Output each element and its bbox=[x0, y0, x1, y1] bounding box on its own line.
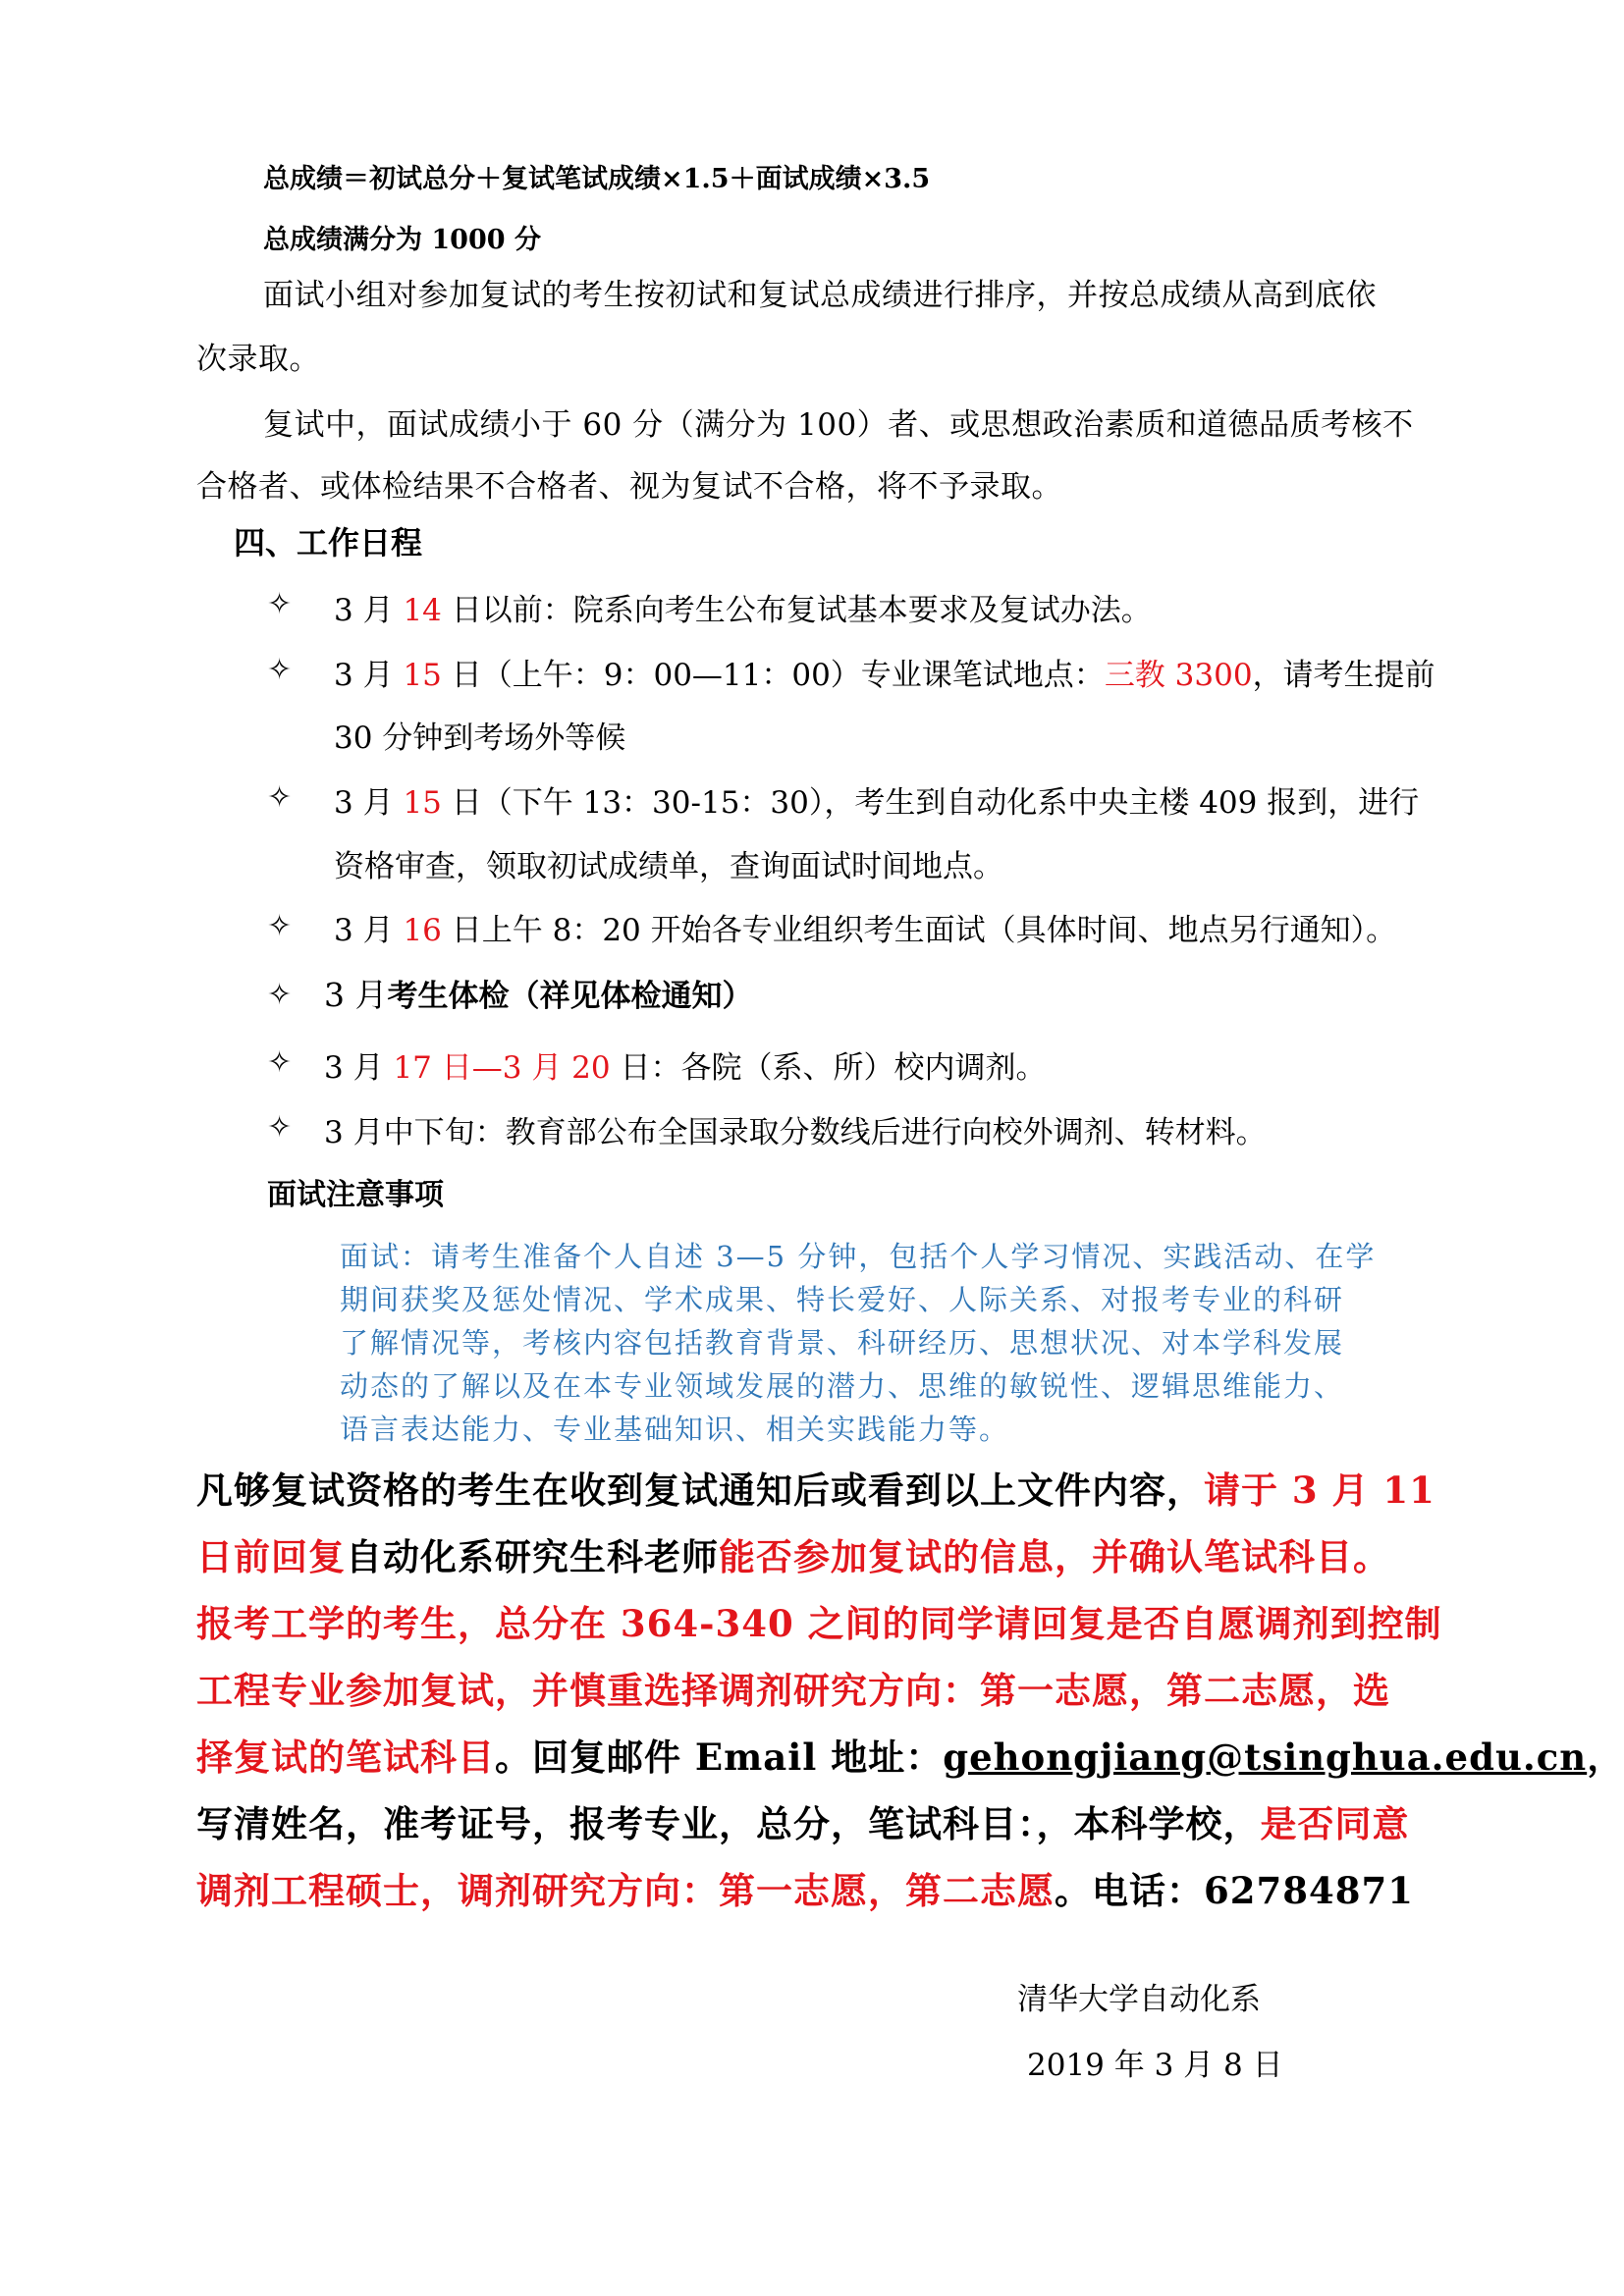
total-score-max: 总成绩满分为 1000 分 bbox=[263, 225, 541, 255]
diamond-bullet-icon: ✧ bbox=[267, 653, 293, 687]
interview-notes-title: 面试注意事项 bbox=[267, 1178, 444, 1212]
email-link[interactable]: gehongjiang@tsinghua.edu.cn bbox=[943, 1735, 1588, 1779]
reply-line: 凡够复试资格的考生在收到复试通知后或看到以上文件内容，请于 3 月 11 bbox=[196, 1468, 1435, 1512]
reply-line: 择复试的笔试科目。回复邮件 Email 地址：gehongjiang@tsinghua.edu.cn， bbox=[196, 1735, 1624, 1779]
reply-line: 调剂工程硕士，调剂研究方向：第一志愿，第二志愿。电话：62784871 bbox=[196, 1869, 1414, 1912]
diamond-bullet-icon: ✧ bbox=[267, 1110, 293, 1145]
diamond-bullet-icon: ✧ bbox=[267, 780, 293, 815]
schedule-item: 3 月 15 日（下午 13：30-15：30），考生到自动化系中央主楼 409 报到，进行 bbox=[334, 785, 1420, 821]
schedule-item: 3 月 15 日（上午：9：00—11：00）专业课笔试地点：三教 3300，请考生提前 bbox=[334, 658, 1435, 693]
interview-note-line: 动态的了解以及在本专业领域发展的潜力、思维的敏锐性、逻辑思维能力、 bbox=[340, 1369, 1345, 1403]
interview-note-line: 语言表达能力、专业基础知识、相关实践能力等。 bbox=[340, 1413, 1010, 1446]
failure-paragraph-line2: 合格者、或体检结果不合格者、视为复试不合格，将不予录取。 bbox=[196, 469, 1062, 505]
interview-note-line: 了解情况等，考核内容包括教育背景、科研经历、思想状况、对本学科发展 bbox=[340, 1326, 1345, 1360]
diamond-bullet-icon: ✧ bbox=[267, 978, 293, 1012]
schedule-item: 3 月 14 日以前：院系向考生公布复试基本要求及复试办法。 bbox=[334, 593, 1152, 628]
ranking-paragraph-line1: 面试小组对参加复试的考生按初试和复试总成绩进行排序，并按总成绩从高到底依 bbox=[263, 278, 1377, 313]
ranking-paragraph-line2: 次录取。 bbox=[196, 342, 320, 377]
failure-paragraph-line1: 复试中，面试成绩小于 60 分（满分为 100）者、或思想政治素质和道德品质考核不 bbox=[263, 407, 1414, 443]
schedule-item: 3 月考生体检（祥见体检通知） bbox=[324, 976, 753, 1014]
diamond-bullet-icon: ✧ bbox=[267, 909, 293, 943]
signature-date: 2019 年 3 月 8 日 bbox=[1027, 2048, 1283, 2083]
reply-line: 日前回复自动化系研究生科老师能否参加复试的信息，并确认笔试科目。 bbox=[196, 1535, 1390, 1578]
schedule-item: 3 月中下旬：教育部公布全国录取分数线后进行向校外调剂、转材料。 bbox=[324, 1115, 1267, 1150]
reply-line: 写清姓名，准考证号，报考专业，总分，笔试科目：，本科学校，是否同意 bbox=[196, 1802, 1410, 1845]
diamond-bullet-icon: ✧ bbox=[267, 1045, 293, 1080]
diamond-bullet-icon: ✧ bbox=[267, 587, 293, 621]
schedule-item: 3 月 16 日上午 8：20 开始各专业组织考生面试（具体时间、地点另行通知）。 bbox=[334, 913, 1397, 948]
signature-organization: 清华大学自动化系 bbox=[1017, 1982, 1261, 2017]
total-score-formula: 总成绩＝初试总分＋复试笔试成绩×1.5＋面试成绩×3.5 bbox=[263, 164, 931, 194]
reply-line: 报考工学的考生，总分在 364-340 之间的同学请回复是否自愿调剂到控制 bbox=[196, 1602, 1442, 1645]
section-title-schedule: 四、工作日程 bbox=[234, 524, 423, 561]
schedule-item-continued: 30 分钟到考场外等候 bbox=[334, 721, 626, 756]
reply-line: 工程专业参加复试，并慎重选择调剂研究方向：第一志愿，第二志愿，选 bbox=[196, 1669, 1390, 1712]
schedule-item: 3 月 17 日—3 月 20 日：各院（系、所）校内调剂。 bbox=[324, 1050, 1047, 1086]
schedule-item-continued: 资格审查，领取初试成绩单，查询面试时间地点。 bbox=[334, 849, 1003, 884]
interview-note-line: 面试：请考生准备个人自述 3—5 分钟，包括个人学习情况、实践活动、在学 bbox=[340, 1240, 1377, 1273]
interview-note-line: 期间获奖及惩处情况、学术成果、特长爱好、人际关系、对报考专业的科研 bbox=[340, 1283, 1345, 1316]
